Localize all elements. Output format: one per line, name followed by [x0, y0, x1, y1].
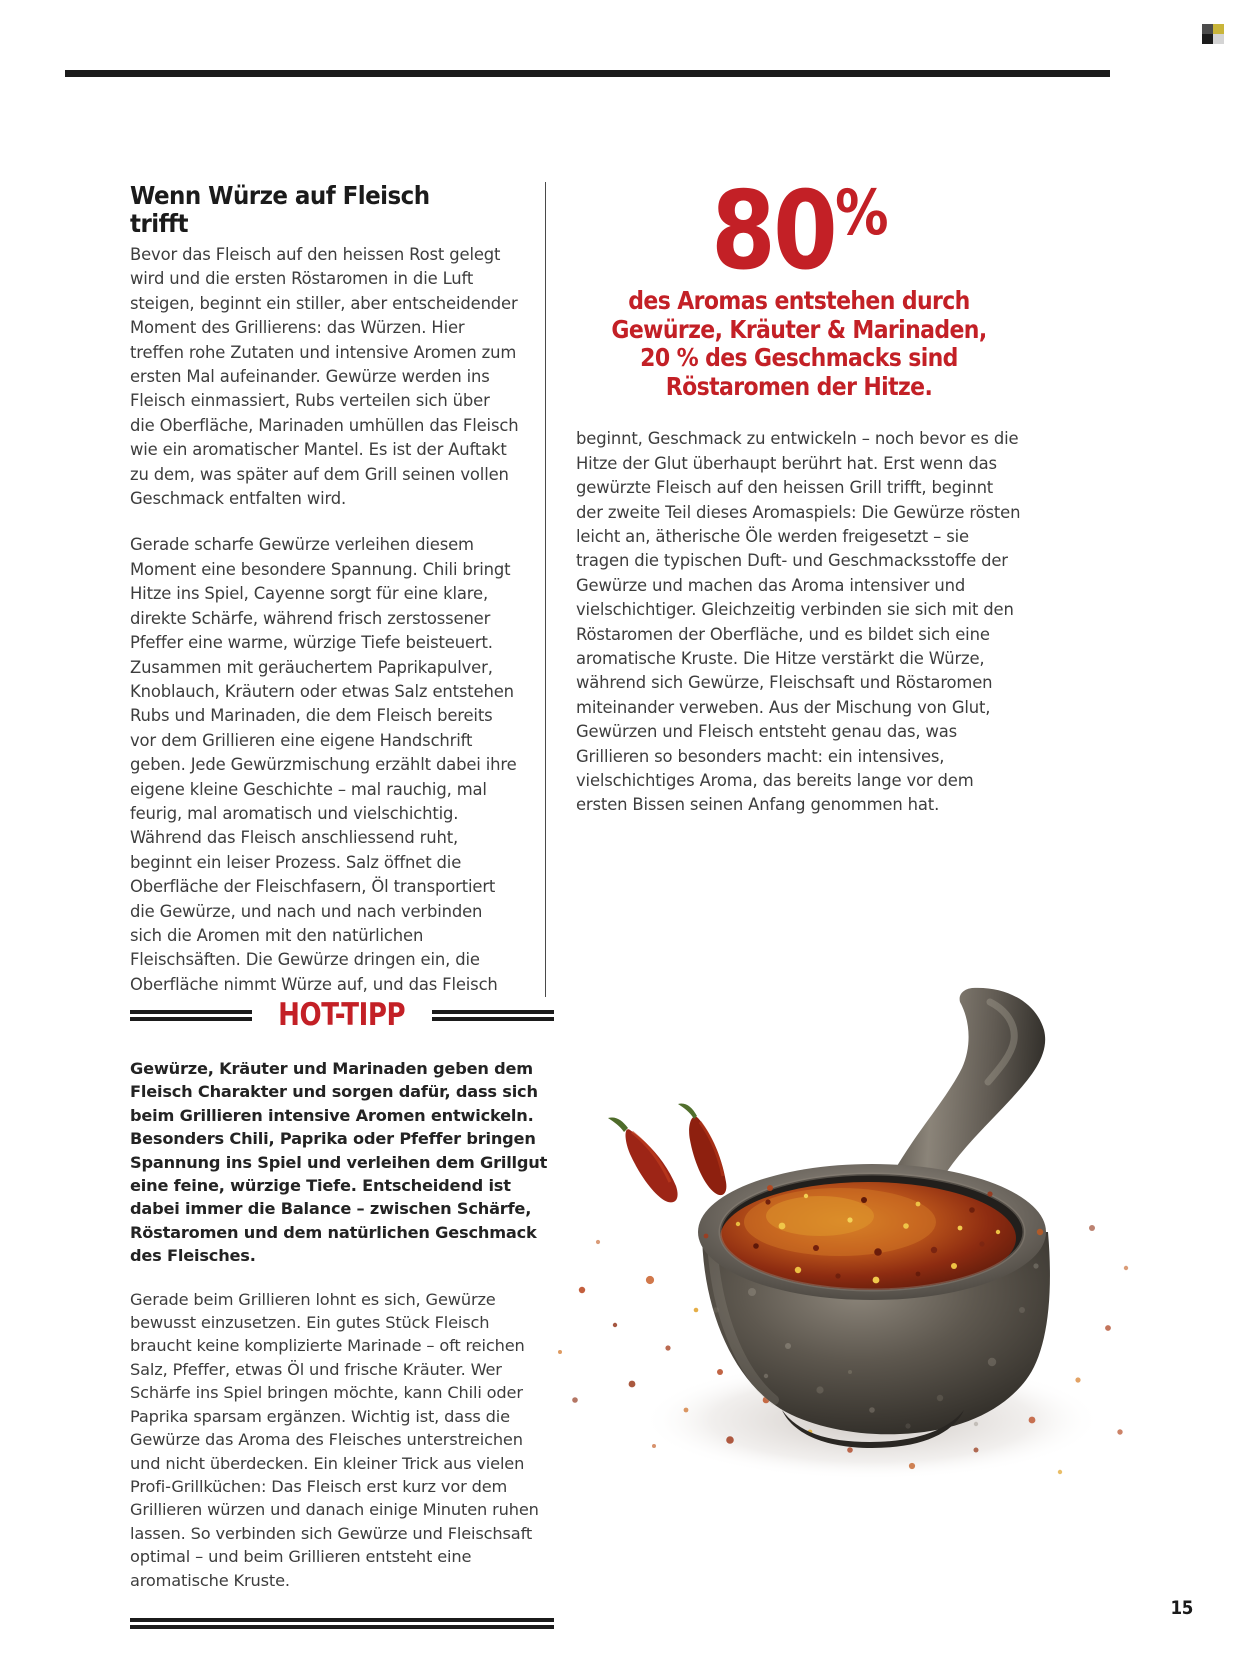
registration-mark-icon: [1202, 24, 1224, 44]
article-paragraph: beginnt, Geschmack zu entwickeln – noch bevor es die Hitze der Glut überhaupt berührt hat. Erst wenn das gewürzte Fleisch auf den heissen Grill trifft, beginnt der zweite Teil dieses Aromaspiels: Die Gewürze rösten leicht an, ätherische Öle werden freigesetzt – sie tragen die typischen Duft- und Geschmacksstoffe der Gewürze und machen das Aroma intensiver und vielschichtiger. Gleichzeitig verbinden sie sich mit den Röstaromen der Oberfläche, und es bildet sich eine aromatische Kruste. Die Hitze verstärkt die Würze, während sich Gewürze, Fleischsaft und Röstaromen miteinander verweben. Aus der Mischung von Glut, Gewürzen und Fleisch entsteht genau das, was Grillieren so besonders macht: ein intensives, vielschichtiges Aroma, das bereits lange vor dem ersten Bissen seinen Anfang genommen hat.: [576, 429, 1021, 815]
hot-tip-rule-left: [130, 1010, 252, 1021]
hot-tip-title: HOT-TIPP: [278, 997, 406, 1033]
statistic-number: 80: [711, 169, 836, 294]
page-number: 15: [1170, 1597, 1193, 1619]
dried-chili-pepper: [608, 1117, 678, 1202]
percent-symbol: %: [835, 176, 887, 249]
article-paragraph: Bevor das Fleisch auf den heissen Rost gelegt wird und die ersten Röstaromen in die Luft steigen, beginnt ein stiller, aber entscheidender Moment des Grillierens: das Würzen. Hier treffen rohe Zutaten und intensive Aromen zum ersten Mal aufeinander. Gewürze werden ins Fleisch einmassiert, Rubs verteilen sich über die Oberfläche, Marinaden umhüllen das Fleisch wie ein aromatischer Mantel. Es ist der Auftakt zu dem, was später auf dem Grill seinen vollen Geschmack entfalten wird.: [130, 245, 519, 509]
statistic-caption-line: 20 % des Geschmacks sind: [640, 343, 958, 373]
hot-tip-header: [130, 997, 554, 1033]
statistic-value: [607, 169, 991, 294]
page-title: Wenn Würze auf Fleisch trifft: [130, 181, 430, 238]
article-column-left: [130, 182, 545, 997]
statistic-caption-line: Gewürze, Kräuter & Marinaden,: [611, 314, 987, 344]
hot-tip-section: [130, 997, 554, 1629]
top-divider-rule: [65, 70, 1110, 77]
statistic-caption: [603, 287, 995, 401]
hot-tip-body-paragraph: Gerade beim Grillieren lohnt es sich, Gewürze bewusst einzusetzen. Ein gutes Stück Fleisch braucht keine komplizierte Marinade – oft reichen Salz, Pfeffer, etwas Öl und frische Kräuter. Wer Schärfe ins Spiel bringen möchte, kann Chili oder Paprika sparsam ergänzen. Wichtig ist, dass die Gewürze das Aroma des Fleisches unterstreichen und nicht überdecken. Ein kleiner Trick aus vielen Profi-Grillküchen: Das Fleisch erst kurz vor dem Grillieren würzen und danach einige Minuten ruhen lassen. So verbinden sich Gewürze und Fleischsaft optimal – und beim Grillieren entsteht eine aromatische Kruste.: [130, 1289, 539, 1590]
statistic-caption-line: des Aromas entstehen durch: [628, 286, 970, 316]
hot-tip-bottom-rule: [130, 1618, 554, 1629]
mortar-pestle-photo: [520, 980, 1160, 1540]
article-paragraph: Gerade scharfe Gewürze verleihen diesem Moment eine besondere Spannung. Chili bringt Hitze ins Spiel, Cayenne sorgt für eine klare, direkte Schärfe, während frisch zerstossener Pfeffer eine warme, würzige Tiefe beisteuert. Zusammen mit geräuchertem Paprikapulver, Knoblauch, Kräutern oder etwas Salz entstehen Rubs und Marinaden, die dem Fleisch bereits vor dem Grillieren eine eigene Handschrift geben. Jede Gewürzmischung erzählt dabei ihre eigene kleine Geschichte – mal rauchig, mal feurig, mal aromatisch und vielschichtig. Während das Fleisch anschliessend ruht, beginnt ein leiser Prozess. Salz öffnet die Oberfläche der Fleischfasern, Öl transportiert die Gewürze, und nach und nach verbinden sich die Aromen mit den natürlichen Fleischsäften. Die Gewürze dringen ein, die Oberfläche nimmt Würze auf, und das Fleisch: [130, 535, 517, 994]
statistic-callout: [576, 169, 1022, 401]
statistic-caption-line: Röstaromen der Hitze.: [665, 371, 933, 401]
hot-tip-lead-paragraph: Gewürze, Kräuter und Marinaden geben dem Fleisch Charakter und sorgen dafür, dass sich beim Grillieren intensive Aromen entwickeln. Besonders Chili, Paprika oder Pfeffer bringen Spannung ins Spiel und verleihen dem Grillgut eine feine, würzige Tiefe. Entscheidend ist dabei immer die Balance – zwischen Schärfe, Röstaromen und dem natürlichen Geschmack des Fleisches.: [130, 1059, 548, 1266]
dried-chili-pepper: [678, 1104, 726, 1196]
article-column-right: [546, 169, 1022, 997]
article-body: [130, 169, 1022, 997]
mortar-pestle-illustration: [520, 980, 1160, 1540]
